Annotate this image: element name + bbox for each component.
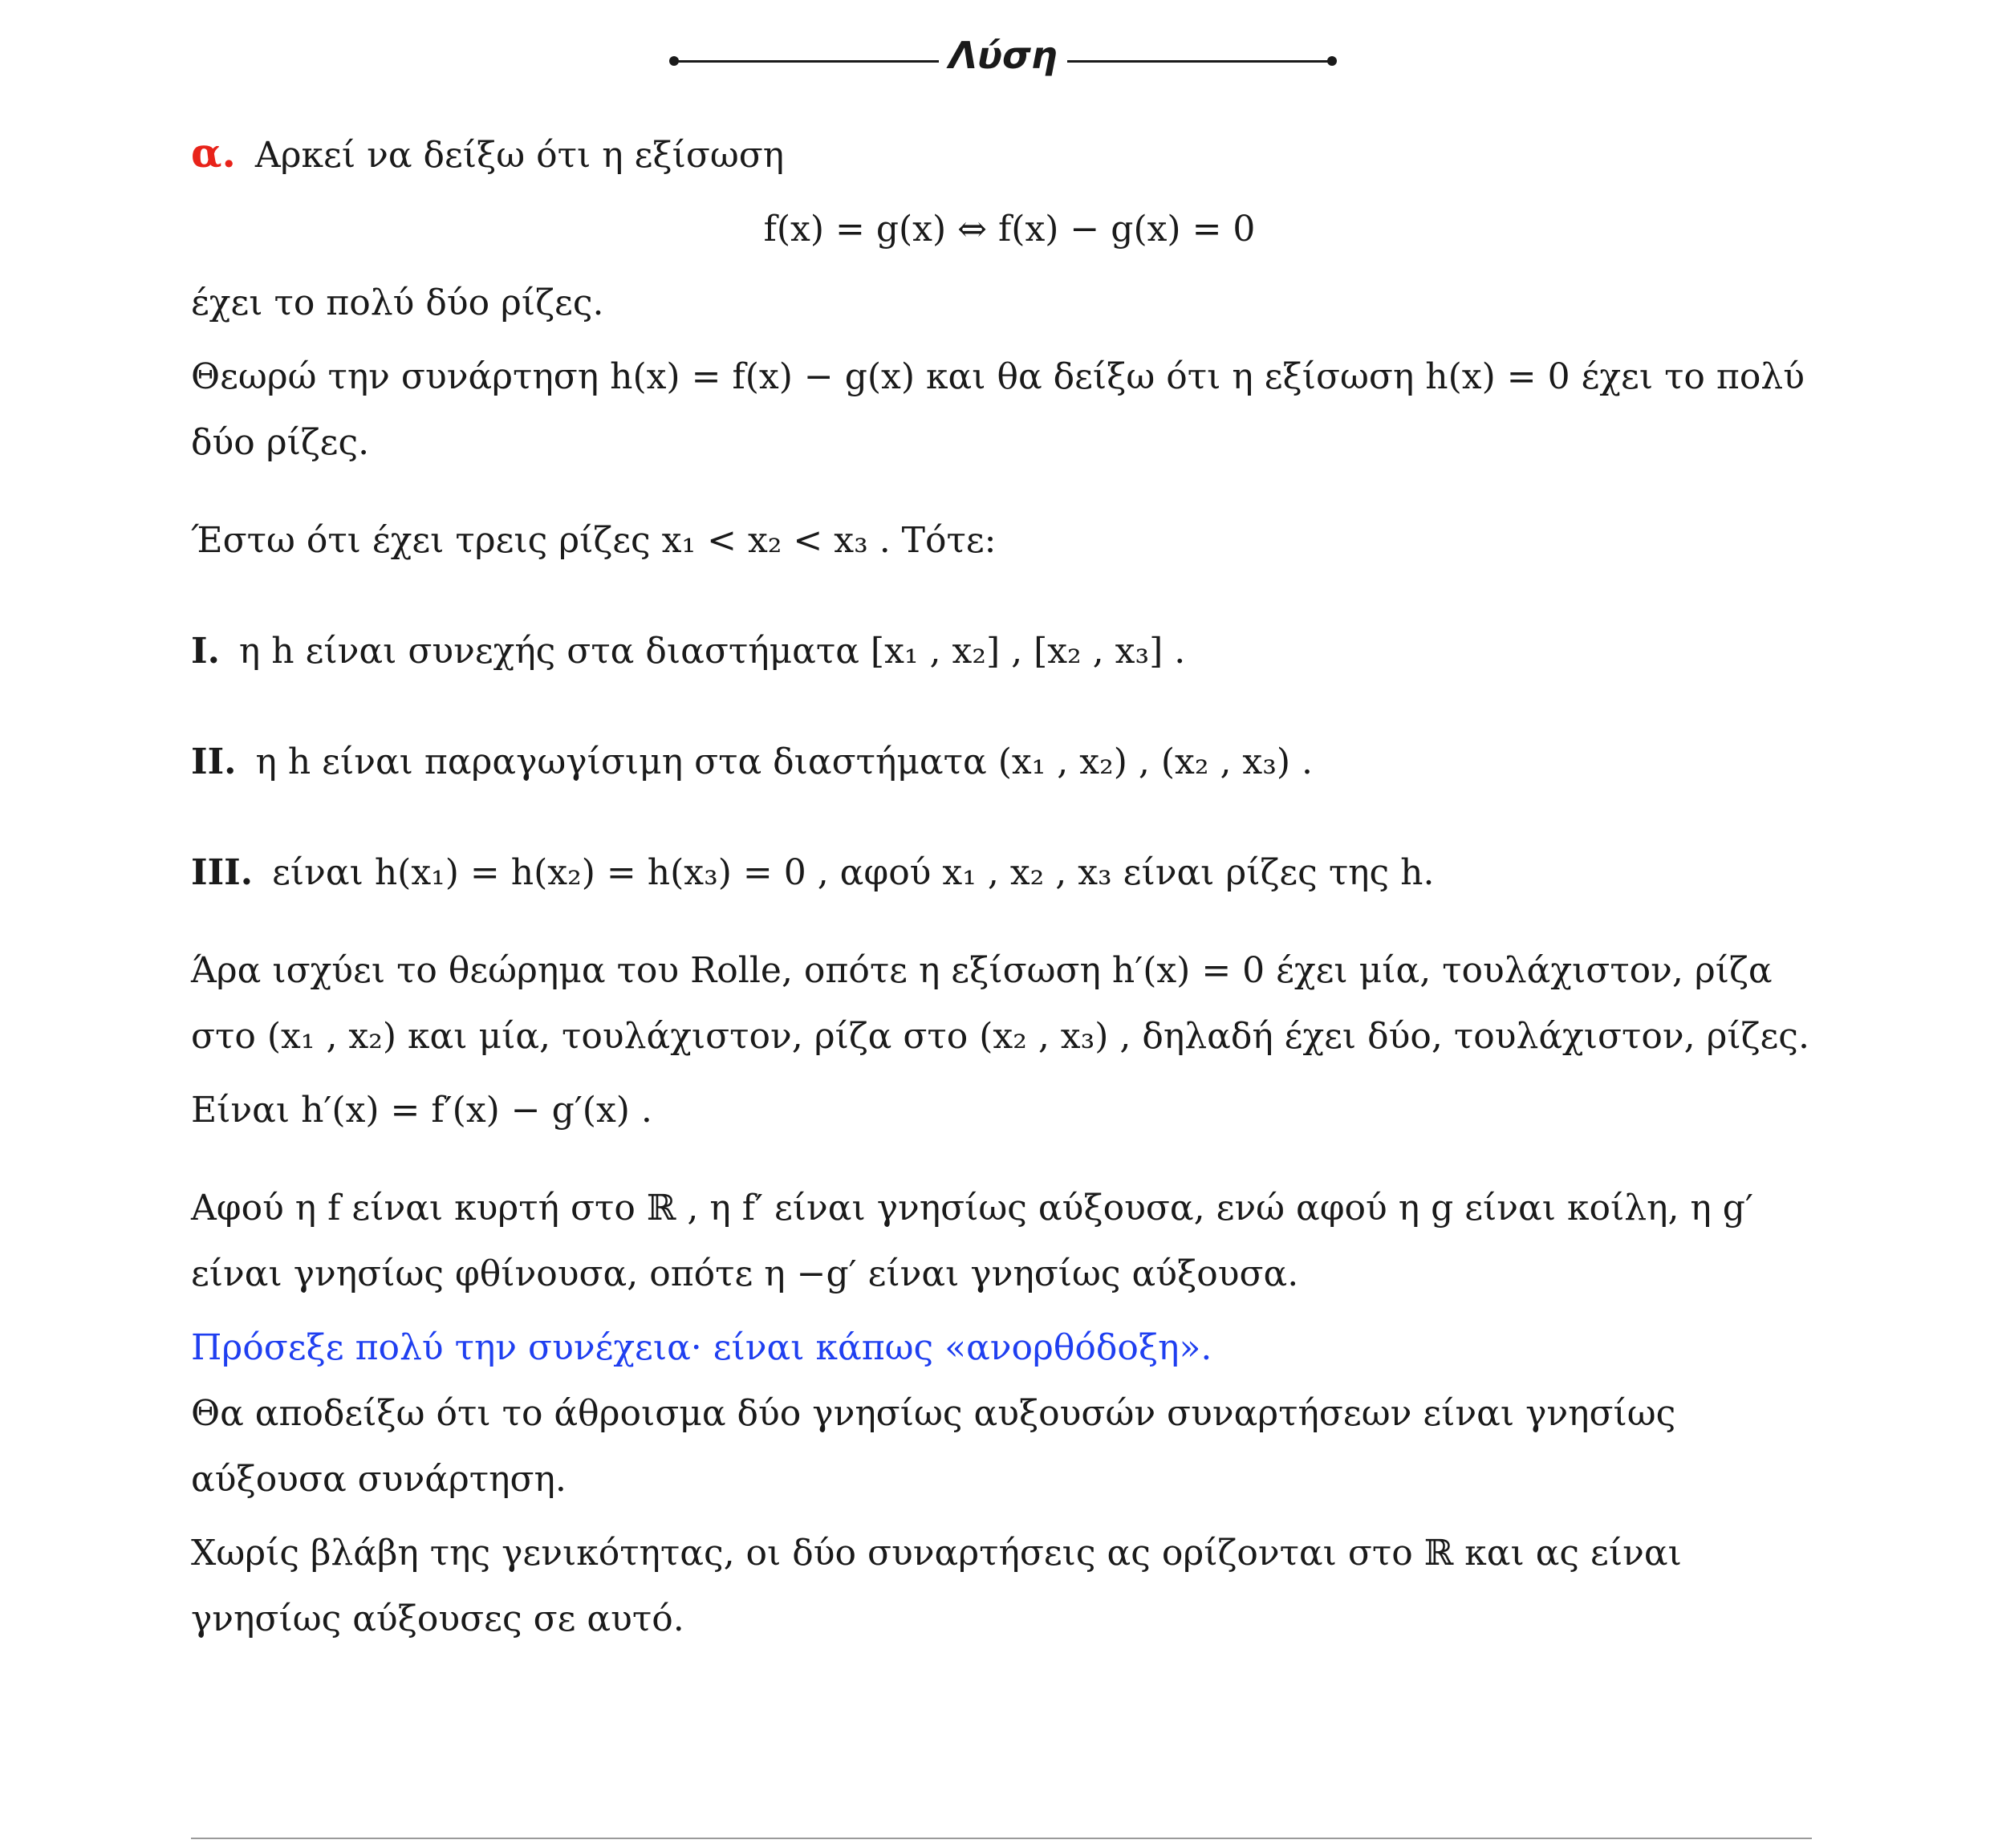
header-rule-right xyxy=(1067,60,1332,63)
item-text: η h είναι παραγωγίσιμη στα διαστήματα (x₁ , x₂) , (x₂ , x₃) . xyxy=(255,741,1314,782)
list-item xyxy=(191,619,1828,684)
item-text: είναι h(x₁) = h(x₂) = h(x₃) = 0 , αφού x₁ , x₂ , x₃ είναι ρίζες της h. xyxy=(272,852,1435,893)
solution-header xyxy=(0,34,1990,82)
solution-body xyxy=(191,120,1828,1652)
main-equation: f(x) = g(x) ⇔ f(x) − g(x) = 0 xyxy=(763,209,1256,250)
paragraph-define-h: Θεωρώ την συνάρτηση h(x) = f(x) − g(x) και θα δείξω ότι η εξίσωση h(x) = 0 έχει το πολύ δύο ρίζες. xyxy=(191,356,1805,463)
solution-title: Λύση xyxy=(948,34,1058,77)
header-rule-left xyxy=(674,60,939,63)
item-number: II. xyxy=(191,741,237,782)
paragraph-rolle: Άρα ισχύει το θεώρημα του Rolle, οπότε η εξίσωση h′(x) = 0 έχει μία, τουλάχιστον, ρίζα στο (x₁ , x₂) και μία, τουλάχιστον, ρίζα στο (x₂ , x₃) , δηλαδή έχει δύο, τουλάχιστον, ρίζες. xyxy=(191,950,1809,1057)
part-label: α. xyxy=(191,129,236,177)
list-item xyxy=(191,729,1828,795)
paragraph-sum-claim: Θα αποδείξω ότι το άθροισμα δύο γνησίως αυξουσών συναρτήσεων είναι γνησίως αύξουσα συνάρτηση. xyxy=(191,1393,1676,1500)
intro-paragraph xyxy=(191,120,1828,189)
header-dot-right xyxy=(1327,56,1337,66)
list-item xyxy=(191,840,1828,906)
intro-text: Αρκεί να δείξω ότι η εξίσωση xyxy=(254,135,785,176)
item-number: III. xyxy=(191,852,254,893)
item-text: η h είναι συνεχής στα διαστήματα [x₁ , x₂] , [x₂ , x₃] . xyxy=(238,631,1186,672)
paragraph-assume-three-roots: Έστω ότι έχει τρεις ρίζες x₁ < x₂ < x₃ . Τότε: xyxy=(191,520,997,561)
after-equation-text: έχει το πολύ δύο ρίζες. xyxy=(191,282,604,323)
item-number: I. xyxy=(191,631,220,672)
paragraph-monotonicity: Αφού η f είναι κυρτή στο ℝ , η f′ είναι γνησίως αύξουσα, ενώ αφού η g είναι κοίλη, η g′ είναι γνησίως φθίνουσα, οπότε η −g′ είναι γνησίως αύξουσα. xyxy=(191,1188,1753,1294)
paragraph-wlog: Χωρίς βλάβη της γενικότητας, οι δύο συναρτήσεις ας ορίζονται στο ℝ και ας είναι γνησίως αύξουσες σε αυτό. xyxy=(191,1533,1682,1639)
paragraph-derivative: Είναι h′(x) = f′(x) − g′(x) . xyxy=(191,1090,652,1131)
footer-rule xyxy=(191,1838,1812,1839)
note-warning: Πρόσεξε πολύ την συνέχεια· είναι κάπως «ανορθόδοξη». xyxy=(191,1327,1212,1368)
